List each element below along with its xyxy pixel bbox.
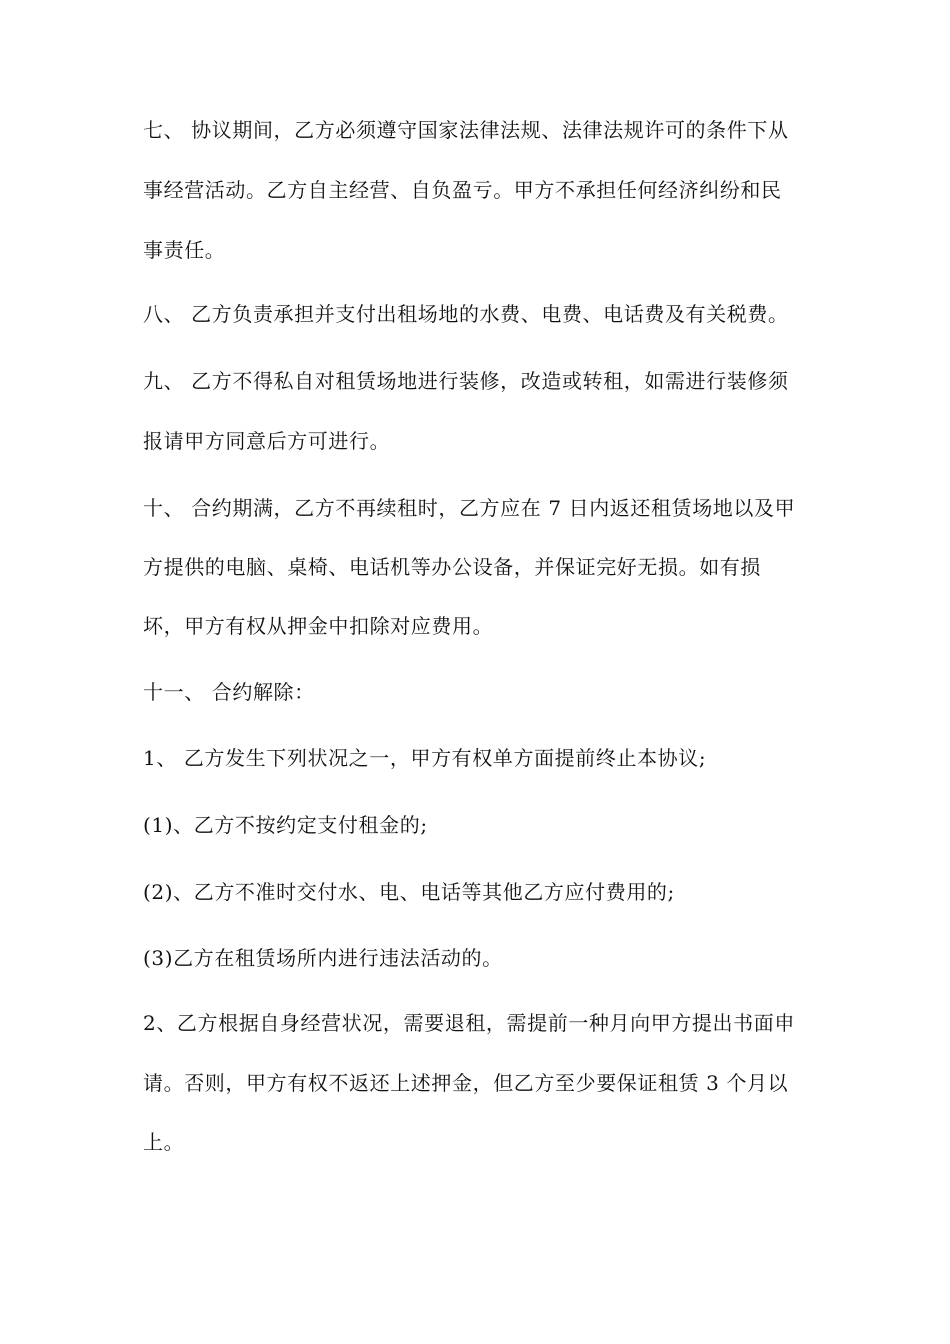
clause-11-subitem-3: (3)乙方在租赁场所内进行违法活动的。 (143, 946, 503, 970)
clause-11-item-2-line-2: 请。否则，甲方有权不返还上述押金，但乙方至少要保证租赁 3 个月以 (143, 1071, 789, 1095)
clause-7-line-1: 七、 协议期间，乙方必须遵守国家法律法规、法律法规许可的条件下从 (143, 118, 789, 142)
clause-10-line-1: 十、 合约期满，乙方不再续租时，乙方应在 7 日内返还租赁场地以及甲 (143, 496, 796, 520)
clause-11-item-2-line-1: 2、乙方根据自身经营状况，需要退租，需提前一种月向甲方提出书面申 (143, 1011, 795, 1035)
clause-7-line-2: 事经营活动。乙方自主经营、自负盈亏。甲方不承担任何经济纠纷和民 (143, 178, 782, 202)
clause-11-item-2-line-3: 上。 (143, 1130, 185, 1154)
clause-11-heading: 十一、 合约解除： (143, 680, 315, 704)
clause-7-line-3: 事责任。 (143, 238, 226, 262)
clause-10-line-2: 方提供的电脑、桌椅、电话机等办公设备，并保证完好无损。如有损 (143, 555, 761, 579)
clause-10-line-3: 坏，甲方有权从押金中扣除对应费用。 (143, 614, 494, 638)
clause-9-line-2: 报请甲方同意后方可进行。 (143, 429, 391, 453)
clause-11-item-1: 1、 乙方发生下列状况之一，甲方有权单方面提前终止本协议; (143, 746, 707, 770)
clause-11-subitem-2: (2)、乙方不准时交付水、电、电话等其他乙方应付费用的; (143, 880, 675, 904)
clause-9-line-1: 九、 乙方不得私自对租赁场地进行装修，改造或转租，如需进行装修须 (143, 369, 789, 393)
clause-8-line-1: 八、 乙方负责承担并支付出租场地的水费、电费、电话费及有关税费。 (143, 302, 789, 326)
clause-11-subitem-1: (1)、乙方不按约定支付租金的; (143, 813, 428, 837)
